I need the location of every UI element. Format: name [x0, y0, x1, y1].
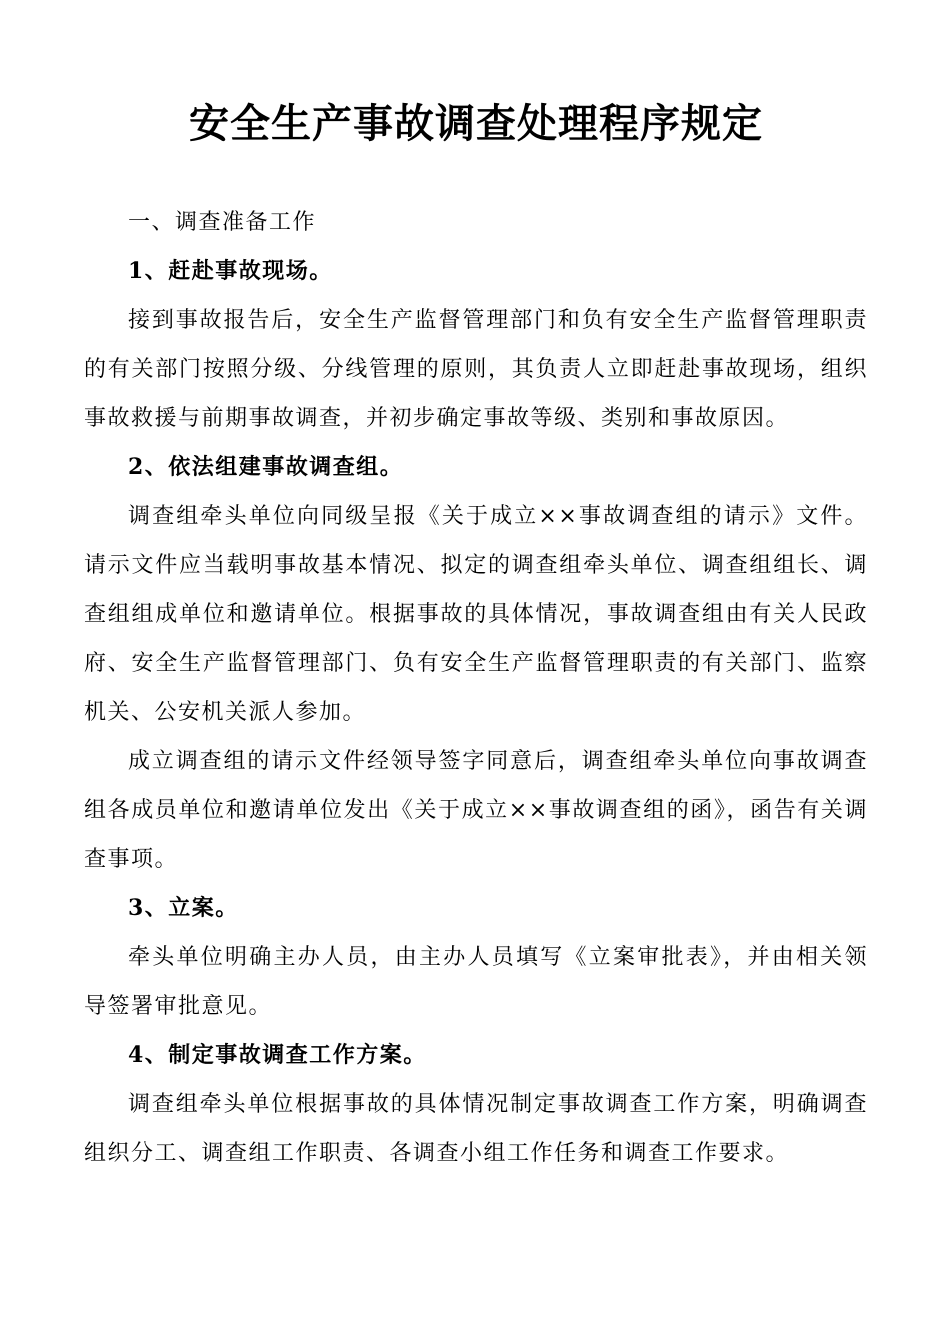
section-heading: 一、调查准备工作	[128, 210, 317, 235]
document-page	[84, 0, 868, 1344]
body-paragraph: 调查组牵头单位向同级呈报《关于成立××事故调查组的请示》文件。请示文件应当载明事故基本情况、拟定的调查组牵头单位、调查组组长、调查组组成单位和邀请单位。根据事故的具体情况，事故调查组由有关人民政府、安全生产监督管理部门、负有安全生产监督管理职责的有关部门、监察机关、公安机关派人参加。	[84, 504, 868, 725]
body-paragraph: 接到事故报告后，安全生产监督管理部门和负有安全生产监督管理职责的有关部门按照分级、分线管理的原则，其负责人立即赶赴事故现场，组织事故救援与前期事故调查，并初步确定事故等级、类别和事故原因。	[84, 308, 868, 431]
document-title: 安全生产事故调查处理程序规定	[189, 100, 763, 147]
body-paragraph: 调查组牵头单位根据事故的具体情况制定事故调查工作方案，明确调查组织分工、调查组工作职责、各调查小组工作任务和调查工作要求。	[84, 1092, 868, 1166]
body-paragraph: 成立调查组的请示文件经领导签字同意后，调查组牵头单位向事故调查组各成员单位和邀请单位发出《关于成立××事故调查组的函》，函告有关调查事项。	[84, 749, 868, 872]
body-paragraph: 牵头单位明确主办人员，由主办人员填写《立案审批表》，并由相关领导签署审批意见。	[84, 945, 868, 1019]
subsection-heading: 4、制定事故调查工作方案。	[128, 1042, 427, 1068]
subsection-heading: 3、立案。	[128, 895, 239, 921]
subsection-heading: 1、赶赴事故现场。	[128, 258, 333, 284]
document-body	[84, 198, 868, 1178]
subsection-heading: 2、依法组建事故调查组。	[128, 454, 404, 480]
